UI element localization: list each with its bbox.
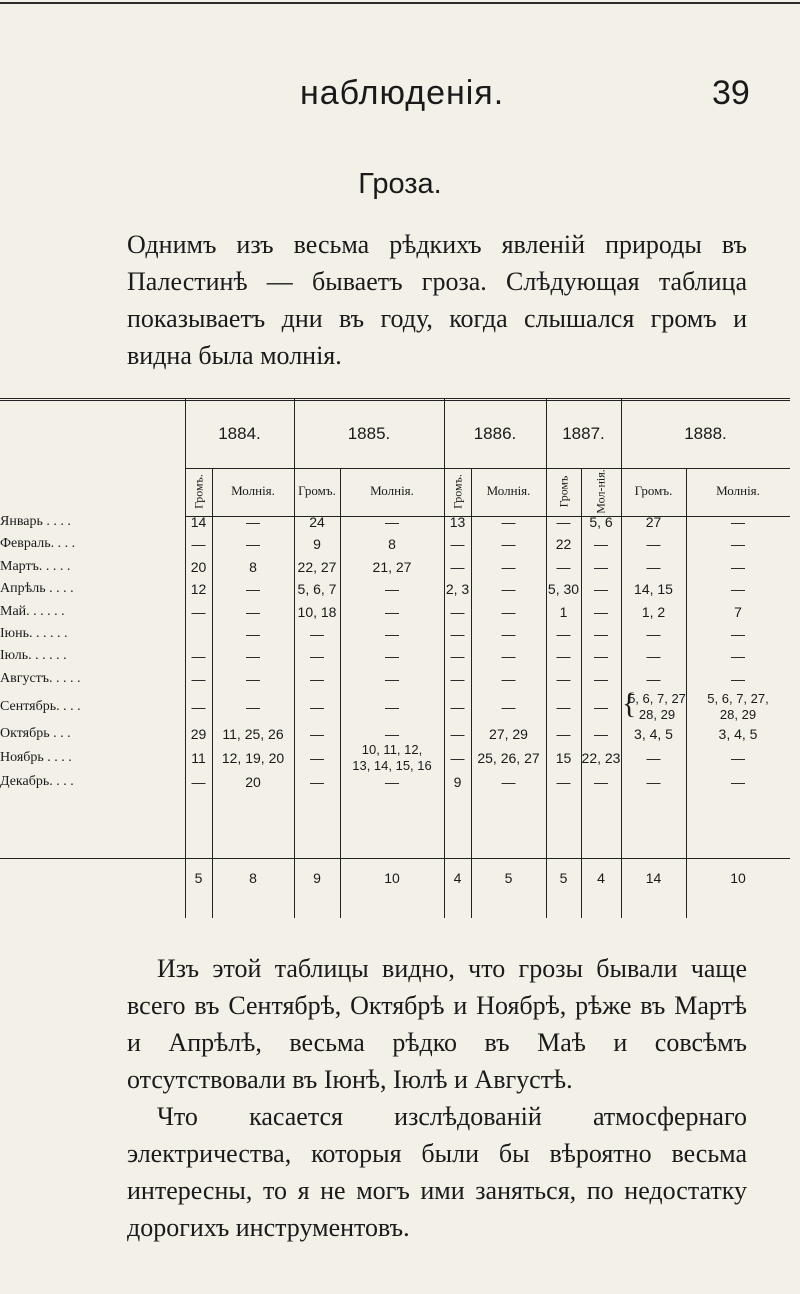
table-cell: 22, 23 xyxy=(581,750,621,766)
year-header: 1886. xyxy=(473,424,517,443)
table-cell: — xyxy=(385,774,399,791)
table-cell: — xyxy=(594,699,608,716)
year-rule xyxy=(185,468,790,469)
month-label: Ноябрь . . . . xyxy=(0,750,72,765)
total-cell: 9 xyxy=(313,870,321,886)
table-cell: — xyxy=(646,774,661,791)
table-cell: 5, 6 xyxy=(589,514,613,530)
table-cell: — xyxy=(191,670,206,687)
table-cell: — xyxy=(450,558,465,575)
total-cell: 8 xyxy=(249,870,257,886)
table-cell: — xyxy=(246,626,260,642)
table-cell: — xyxy=(646,626,661,642)
table-cell: — xyxy=(501,558,516,575)
table-cell: — xyxy=(501,648,516,665)
table-cell: — xyxy=(191,648,206,665)
table-cell: — xyxy=(246,581,260,598)
year-header: 1888. xyxy=(684,424,727,443)
table-cell: — xyxy=(246,648,260,665)
totals-rule xyxy=(0,858,790,859)
table-cell: — xyxy=(450,648,465,665)
table-cell: 11 xyxy=(191,750,206,766)
table-cell: 11, 25, 26 xyxy=(222,725,284,742)
table-cell: — xyxy=(501,670,516,687)
merged-cell: 13, 14, 15, 16 xyxy=(352,758,432,773)
page-number: 39 xyxy=(712,74,750,112)
column-header: Громъ. xyxy=(634,483,673,498)
page-header xyxy=(0,74,800,114)
thunderstorm-table xyxy=(0,398,790,928)
table-cell: — xyxy=(556,774,571,791)
table-cell: — xyxy=(731,514,745,530)
table-cell: 22 xyxy=(555,536,572,553)
column-header: Молнія. xyxy=(486,483,531,498)
table-cell: 27, 29 xyxy=(489,725,528,742)
column-header-vertical: Громъ. xyxy=(450,474,464,509)
table-cell: — xyxy=(450,725,465,742)
table-cell: — xyxy=(594,670,608,687)
table-cell: — xyxy=(191,774,206,791)
table-cell: 29 xyxy=(190,725,207,742)
table-cell: — xyxy=(731,750,745,766)
table-cell: — xyxy=(731,670,745,687)
table-cell: — xyxy=(556,699,571,716)
month-label: Мартъ. . . . . xyxy=(0,558,71,574)
table-cell: — xyxy=(246,699,260,716)
month-label: Іюнь. . . . . . xyxy=(0,626,68,641)
table-cell: — xyxy=(594,774,608,791)
table-cell: 5, 6, 7 xyxy=(297,581,337,598)
table-cell: — xyxy=(646,536,661,553)
table-cell: — xyxy=(246,536,260,553)
merged-cell: 28, 29 xyxy=(719,707,757,723)
table-cell: 9 xyxy=(313,536,321,553)
table-cell: — xyxy=(246,514,260,530)
year-header: 1884. xyxy=(218,424,261,443)
table-cell: — xyxy=(731,648,745,665)
table-cell: — xyxy=(501,626,516,642)
table-cell: — xyxy=(556,670,571,687)
merged-cell: 5, 6, 7, 27 xyxy=(628,691,686,707)
month-label: Декабрь. . . . xyxy=(0,774,74,790)
table-cell: — xyxy=(646,648,661,665)
table-cell: 15 xyxy=(555,750,572,766)
month-label: Августъ. . . . . xyxy=(0,670,81,686)
table-top-rule xyxy=(0,398,790,399)
table-cell: — xyxy=(385,626,399,642)
total-cell: 10 xyxy=(730,870,746,886)
table-cell: — xyxy=(556,558,571,575)
table-cell: — xyxy=(310,648,324,665)
column-header: Громъ. xyxy=(298,483,336,498)
conclusion-block xyxy=(127,950,747,1246)
total-cell: 5 xyxy=(194,870,203,886)
merged-cell: 10, 11, 12, xyxy=(361,742,423,757)
table-cell: 9 xyxy=(453,774,462,791)
total-cell: 5 xyxy=(504,870,513,886)
table-cell: — xyxy=(594,725,608,742)
column-header-vertical: Громъ xyxy=(556,475,570,508)
table-cell: — xyxy=(646,558,661,575)
month-label: Сентябрь. . . . xyxy=(0,699,81,715)
table-cell: — xyxy=(594,648,608,665)
table-cell: — xyxy=(385,603,399,620)
table-cell: — xyxy=(450,603,465,620)
table-cell: 3, 4, 5 xyxy=(634,725,673,742)
table-cell: — xyxy=(385,514,399,530)
table-cell: — xyxy=(246,603,260,620)
table-cell: 10, 18 xyxy=(297,603,337,620)
table-cell: — xyxy=(385,670,399,687)
column-header-vertical: Мол-нія. xyxy=(593,469,608,514)
table-cell: — xyxy=(310,750,324,766)
table-cell: 3, 4, 5 xyxy=(718,725,758,742)
table-cell: — xyxy=(556,648,571,665)
brace: { xyxy=(622,687,637,721)
table-cell: 1, 2 xyxy=(641,603,666,620)
merged-cell: 5, 6, 7, 27, xyxy=(707,691,769,707)
table-cell: 13 xyxy=(449,514,466,530)
column-header: Молнія. xyxy=(716,483,760,498)
table-cell: — xyxy=(594,603,608,620)
month-label: Февраль. . . . xyxy=(0,536,76,552)
table-cell: — xyxy=(731,626,745,642)
table-cell: 8 xyxy=(388,536,396,553)
month-label: Январь . . . . xyxy=(0,514,71,529)
column-header-vertical: Громъ. xyxy=(191,474,205,509)
table-cell: 12, 19, 20 xyxy=(221,750,285,766)
table-cell: — xyxy=(594,558,608,575)
running-title: наблюденія. xyxy=(300,74,505,112)
conclusion-paragraph-2: Что касается изслѣдованій атмосфернаго электричества, которыя были бы вѣроятно весьма интересны, то я не могъ ими заняться, по недостатку дорогихъ инструментовъ. xyxy=(127,1102,747,1242)
table-cell: — xyxy=(310,725,324,742)
table-cell: — xyxy=(191,536,206,553)
intro-paragraph xyxy=(127,226,747,374)
table-cell: 22, 27 xyxy=(297,558,337,575)
table-cell: — xyxy=(594,581,608,598)
table-cell: — xyxy=(191,603,206,620)
table-cell: — xyxy=(385,581,399,598)
table-cell: — xyxy=(450,626,465,642)
table-cell: — xyxy=(501,774,516,791)
total-cell: 10 xyxy=(384,870,400,886)
table-cell: 21, 27 xyxy=(372,558,412,575)
conclusion-paragraph-1: Изъ этой таблицы видно, что грозы бывали чаще всего въ Сентябрѣ, Октябрѣ и Ноябрѣ, рѣже въ Мартѣ и Апрѣлѣ, весьма рѣдко въ Маѣ и совсѣмъ отсутствовали въ Іюнѣ, Іюлѣ и Августѣ. xyxy=(127,954,747,1094)
table-cell: 14 xyxy=(190,514,207,530)
table-cell: 5, 30 xyxy=(547,581,580,598)
table-cell: — xyxy=(310,670,324,687)
table-cell: — xyxy=(501,581,516,598)
table-cell: — xyxy=(594,536,608,553)
total-cell: 5 xyxy=(559,870,568,886)
total-cell: 4 xyxy=(597,870,605,886)
table-cell: — xyxy=(246,670,260,687)
table-cell: — xyxy=(731,581,745,598)
merged-cell: 28, 29 xyxy=(638,707,676,723)
table-cell: — xyxy=(556,725,571,742)
table-cell: — xyxy=(450,750,465,766)
table-cell: — xyxy=(556,514,571,530)
table-cell: 24 xyxy=(309,514,325,530)
year-header: 1885. xyxy=(347,424,391,443)
year-header: 1887. xyxy=(562,424,605,443)
intro-text: Однимъ изъ весьма рѣдкихъ явленій природы въ Палестинѣ — бываетъ гроза. Слѣдующая таблица показываетъ дни въ году, когда слышался громъ и видна была молнія. xyxy=(127,230,747,370)
table-cell: — xyxy=(731,558,745,575)
table-cell: — xyxy=(501,699,516,716)
top-rule xyxy=(0,2,800,4)
table-cell: 1 xyxy=(559,603,568,620)
month-label: Май. . . . . . xyxy=(0,603,65,619)
table-cell: 7 xyxy=(734,603,742,620)
table-cell: — xyxy=(191,699,206,716)
table-cell: — xyxy=(501,603,516,620)
table-cell: 20 xyxy=(245,774,261,791)
total-cell: 14 xyxy=(645,870,662,886)
table-cell: — xyxy=(731,774,745,791)
table-cell: 12 xyxy=(190,581,207,598)
table-cell: — xyxy=(310,774,324,791)
table-cell: 20 xyxy=(190,558,207,575)
month-label: Апрѣль . . . . xyxy=(0,581,74,597)
table-cell: — xyxy=(556,626,571,642)
column-header: Молнія. xyxy=(370,483,414,498)
table-cell: — xyxy=(501,514,516,530)
month-label: Іюль. . . . . . xyxy=(0,648,67,664)
table-cell: 8 xyxy=(249,558,257,575)
table-cell: — xyxy=(646,750,661,766)
table-cell: — xyxy=(450,670,465,687)
table-cell: — xyxy=(646,670,661,687)
table-top-rule-2 xyxy=(0,400,790,401)
table-cell: — xyxy=(385,699,399,716)
table-cell: — xyxy=(310,626,324,642)
month-label: Октябрь . . . xyxy=(0,725,71,741)
table-cell: — xyxy=(310,699,324,716)
table-cell: 14, 15 xyxy=(634,581,673,598)
table-cell: — xyxy=(385,648,399,665)
table-cell: — xyxy=(594,626,608,642)
table-cell: — xyxy=(731,536,745,553)
total-cell: 4 xyxy=(453,870,462,886)
table-cell: 25, 26, 27 xyxy=(477,750,540,766)
table-cell: — xyxy=(385,725,399,742)
table-cell: 2, 3 xyxy=(445,581,470,598)
section-title: Гроза. xyxy=(358,168,442,200)
table-cell: — xyxy=(501,536,516,553)
table-cell: — xyxy=(450,536,465,553)
column-header: Молнія. xyxy=(231,483,275,498)
table-cell: — xyxy=(450,699,465,716)
table-cell: 27 xyxy=(645,514,662,530)
